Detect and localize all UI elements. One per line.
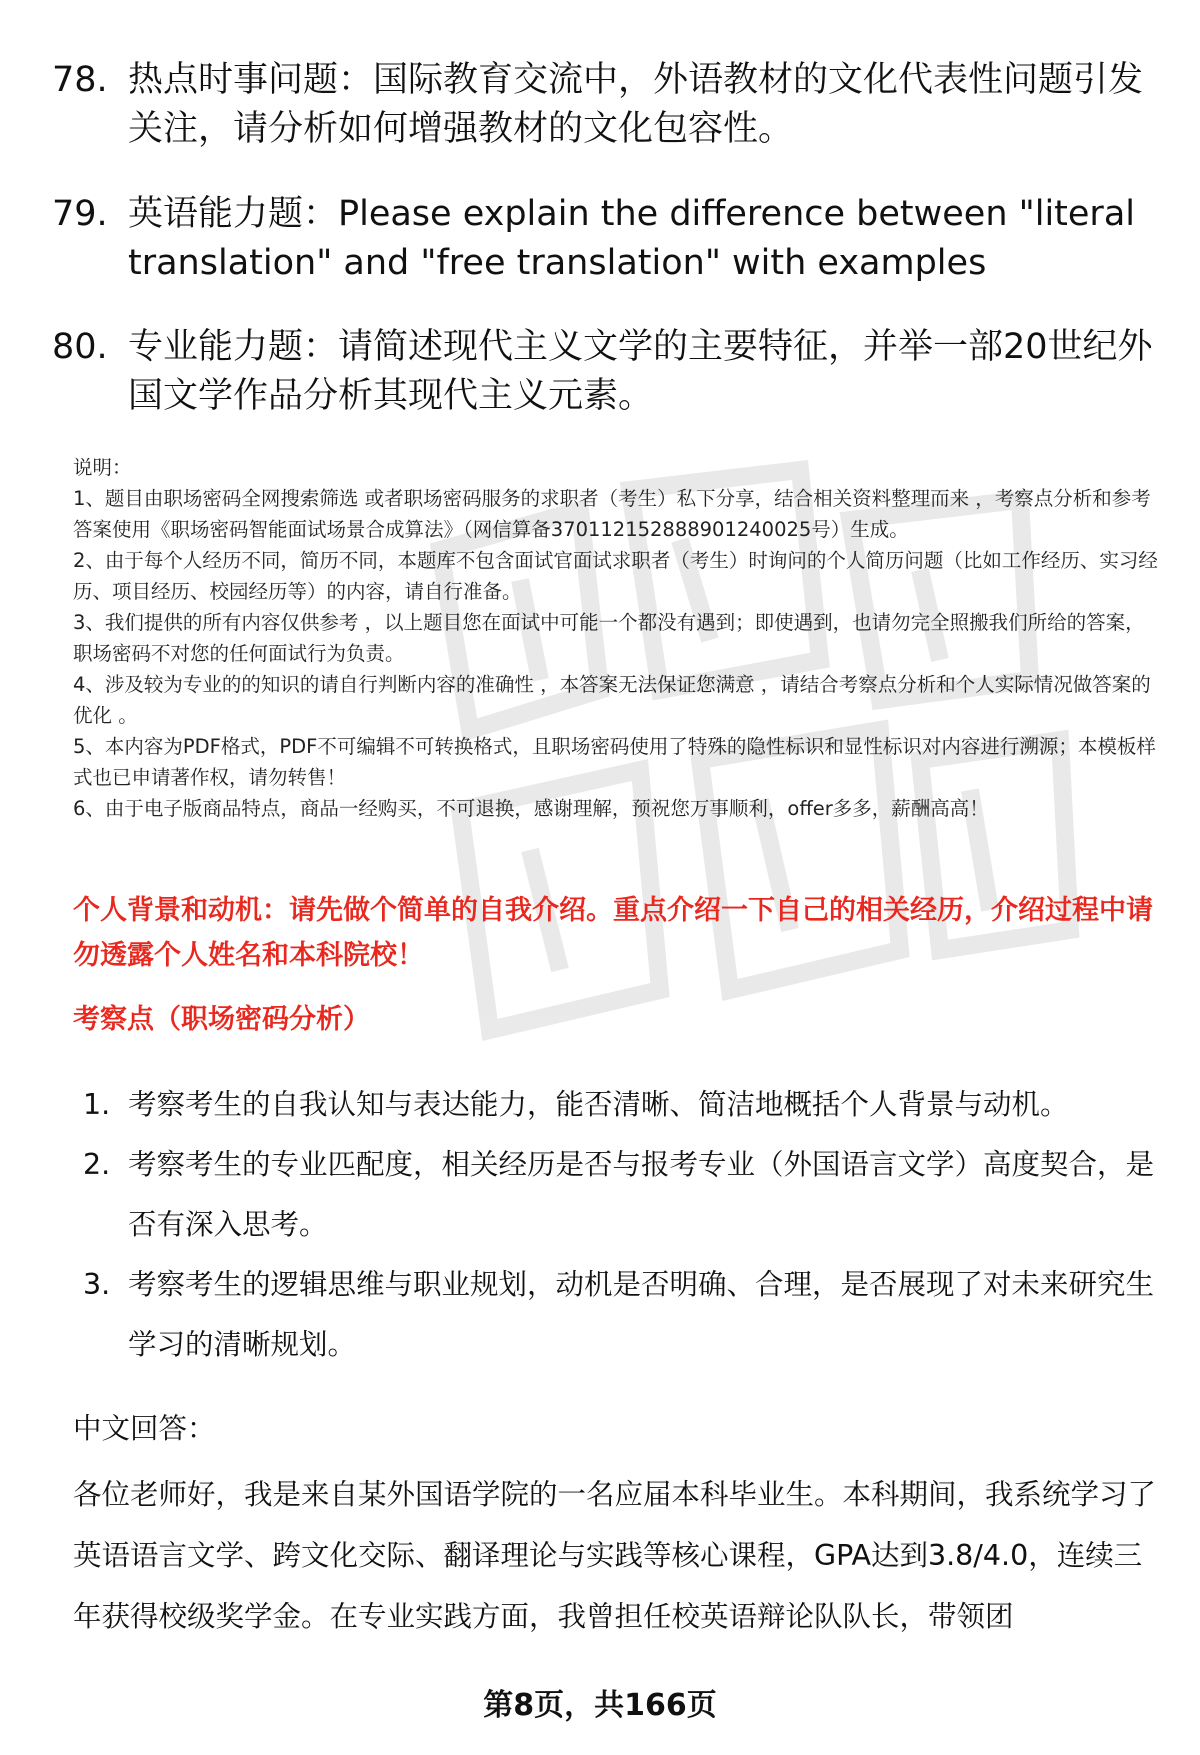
analysis-point [83, 1135, 1163, 1255]
answer-label: 中文回答： [73, 1412, 216, 1445]
question-number: 79. [52, 194, 108, 234]
question-number: 80. [52, 327, 108, 367]
point-number: 3. [83, 1268, 111, 1301]
note-item: 4、涉及较为专业的的知识的请自行判断内容的准确性 ，本答案无法保证您满意 ，请结合考察点分析和个人实际情况做答案的优化 。 [73, 673, 1151, 727]
note-item: 6、由于电子版商品特点，商品一经购买，不可退换，感谢理解，预祝您万事顺利，offer多多，薪酬高高！ [73, 797, 989, 820]
notes-section [73, 452, 1158, 824]
analysis-points [83, 1075, 1163, 1375]
point-number: 2. [83, 1148, 111, 1181]
intro-question: 个人背景和动机：请先做个简单的自我介绍。重点介绍一下自己的相关经历，介绍过程中请勿透露个人姓名和本科院校！ [73, 895, 1153, 971]
note-item: 1、题目由职场密码全网搜索筛选 或者职场密码服务的求职者（考生）私下分享，结合相关资料整理而来 ，考察点分析和参考答案使用《职场密码智能面试场景合成算法》（网信算备370112152888901240025号）生成。 [73, 487, 1151, 541]
page-footer: 第8页，共166页 [483, 1688, 717, 1723]
question-text: 热点时事问题：国际教育交流中，外语教材的文化代表性问题引发关注，请分析如何增强教材的文化包容性。 [128, 60, 1144, 149]
point-number: 1. [83, 1088, 111, 1121]
analysis-title: 考察点（职场密码分析） [73, 1004, 370, 1035]
question-79 [52, 190, 1162, 288]
answer-text: 各位老师好，我是来自某外国语学院的一名应届本科毕业生。本科期间，我系统学习了英语语言文学、跨文化交际、翻译理论与实践等核心课程，GPA达到3.8/4.0，连续三年获得校级奖学金。在专业实践方面，我曾担任校英语辩论队队长，带领团 [73, 1478, 1157, 1633]
answer-section [73, 1398, 1163, 1647]
analysis-point [83, 1255, 1163, 1375]
analysis-point [83, 1075, 1163, 1135]
notes-title: 说明： [73, 456, 132, 479]
question-text: 专业能力题：请简述现代主义文学的主要特征，并举一部20世纪外国文学作品分析其现代主义元素。 [128, 327, 1153, 416]
question-78 [52, 56, 1162, 154]
point-text: 考察考生的自我认知与表达能力，能否清晰、简洁地概括个人背景与动机。 [128, 1088, 1069, 1121]
question-80 [52, 323, 1162, 421]
note-item: 2、由于每个人经历不同，简历不同，本题库不包含面试官面试求职者（考生）时询问的个人简历问题（比如工作经历、实习经历、项目经历、校园经历等）的内容，请自行准备。 [73, 549, 1158, 603]
question-number: 78. [52, 60, 108, 100]
point-text: 考察考生的逻辑思维与职业规划，动机是否明确、合理，是否展现了对未来研究生学习的清晰规划。 [128, 1268, 1155, 1361]
note-item: 5、本内容为PDF格式，PDF不可编辑不可转换格式，且职场密码使用了特殊的隐性标识和显性标识对内容进行溯源；本模板样式也已申请著作权，请勿转售！ [73, 735, 1156, 789]
question-text: 英语能力题：Please explain the difference between "literal translation" and "free translation" with examples [128, 194, 1135, 283]
note-item: 3、我们提供的所有内容仅供参考 ，以上题目您在面试中可能一个都没有遇到；即使遇到，也请勿完全照搬我们所给的答案，职场密码不对您的任何面试行为负责。 [73, 611, 1145, 665]
point-text: 考察考生的专业匹配度，相关经历是否与报考专业（外国语言文学）高度契合，是否有深入思考。 [128, 1148, 1155, 1241]
